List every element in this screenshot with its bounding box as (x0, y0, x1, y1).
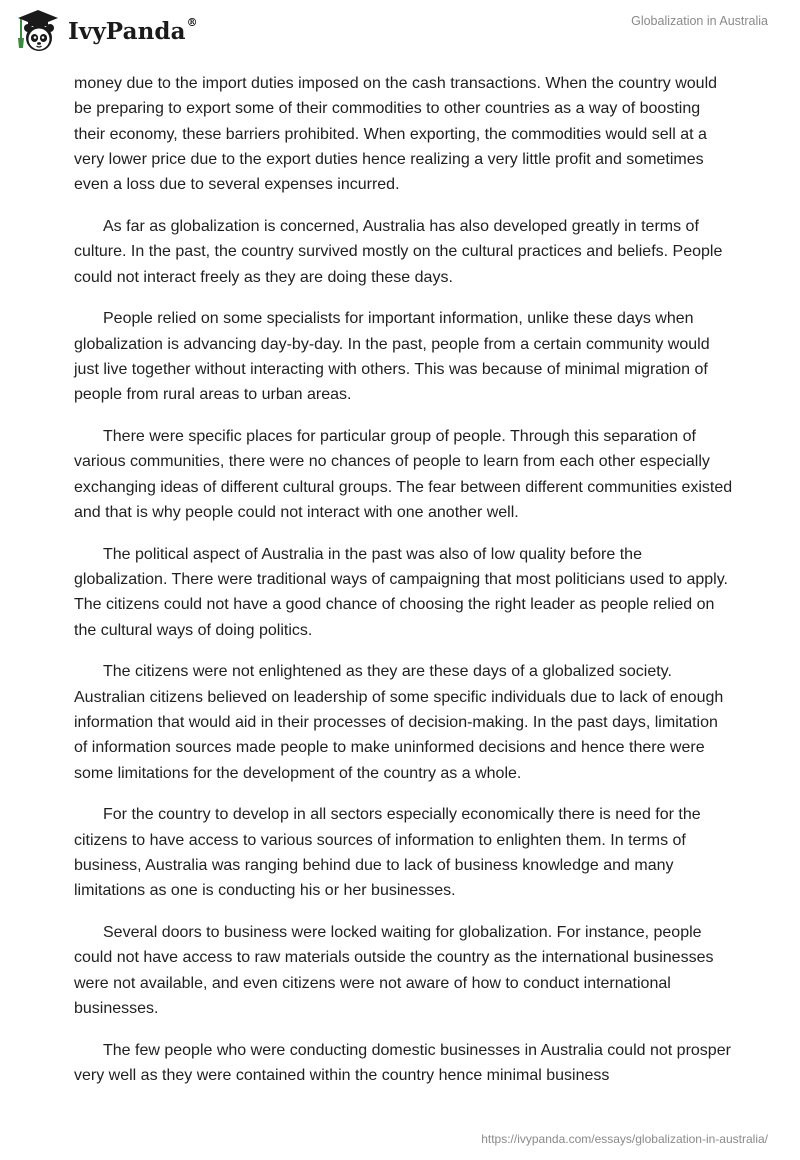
essay-paragraph: As far as globalization is concerned, Australia has also developed greatly in terms of culture. In the past, the country survived mostly on the cultural practices and beliefs. People could not interact freely as they are doing these days. (74, 217, 723, 286)
brand-name: IvyPanda® (68, 15, 198, 45)
essay-paragraph: The few people who were conducting domestic businesses in Australia could not prosper very well as they were contained within the country hence minimal business (74, 1041, 731, 1085)
essay-paragraph: The citizens were not enlightened as they are these days of a globalized society. Australian citizens believed on leadership of some specific individuals due to lack of enough information that would aid in their processes of decision-making. In the past days, limitation of information sources made people to make uninformed decisions and hence there were some limitations for the development of the country as a whole. (74, 663, 724, 782)
essay-body (74, 71, 734, 1105)
essay-paragraph: money due to the import duties imposed on the cash transactions. When the country would be preparing to export some of their commodities to other countries as a way of boosting their economy, these barriers prohibited. When exporting, the commodities would sell at a very lower price due to the export duties hence realizing a very little profit and sometimes even a loss due to several expenses incurred. (74, 75, 718, 194)
ivypanda-logo[interactable] (14, 8, 198, 54)
essay-paragraph: The political aspect of Australia in the past was also of low quality before the globalization. There were traditional ways of campaigning that most politicians used to apply. The citizens could not have a good chance of choosing the right leader as people relied on the cultural ways of doing politics. (74, 545, 728, 639)
page-header (0, 0, 800, 70)
essay-paragraph: For the country to develop in all sectors especially economically there is need for the citizens to have access to various sources of information to enlighten them. In terms of business, Australia was ranging behind due to lack of business knowledge and many limitations as one is conducting his or her businesses. (74, 806, 701, 900)
essay-paragraph: People relied on some specialists for important information, unlike these days when globalization is advancing day-by-day. In the past, people from a certain community would just live together without interacting with others. This was because of minimal migration of people from rural areas to urban areas. (74, 310, 710, 404)
source-url[interactable]: https://ivypanda.com/essays/globalization-in-australia/ (481, 1132, 768, 1146)
essay-paragraph: Several doors to business were locked waiting for globalization. For instance, people could not have access to raw materials outside the country as the international businesses were not available, and even citizens were not aware of how to conduct international businesses. (74, 924, 714, 1017)
document-title: Globalization in Australia (631, 14, 768, 28)
panda-graduation-cap-icon (14, 8, 62, 54)
essay-paragraph: There were specific places for particular group of people. Through this separation of various communities, there were no chances of people to learn from each other especially exchanging ideas of different cultural groups. The fear between different communities existed and that is why people could not interact with one another well. (74, 428, 733, 521)
